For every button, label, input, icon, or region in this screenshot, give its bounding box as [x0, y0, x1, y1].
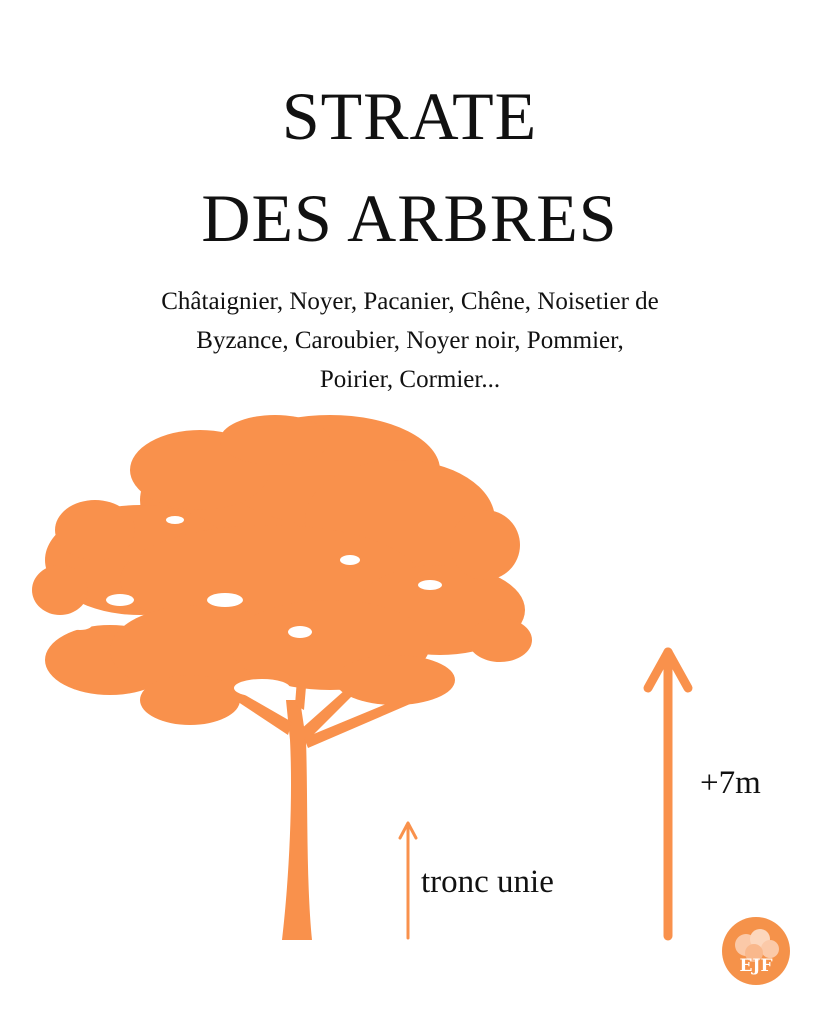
- height-label: +7m: [700, 765, 761, 801]
- title-line-2: DES ARBRES: [201, 180, 618, 256]
- trunk-label: tronc unie: [421, 864, 554, 900]
- species-line-2: Byzance, Caroubier, Noyer noir, Pommier,: [196, 327, 624, 354]
- arrow-up-icon-small: [400, 823, 416, 938]
- tree-silhouette-icon: [32, 415, 532, 940]
- species-line-3: Poirier, Cormier...: [319, 366, 501, 393]
- title-line-1: STRATE: [281, 78, 538, 154]
- logo-text: EJF: [739, 956, 773, 976]
- arrow-up-icon-large: [648, 652, 688, 936]
- species-line-1: Châtaignier, Noyer, Pacanier, Chêne, Noisetier de: [161, 288, 659, 315]
- ejf-logo: [722, 917, 790, 985]
